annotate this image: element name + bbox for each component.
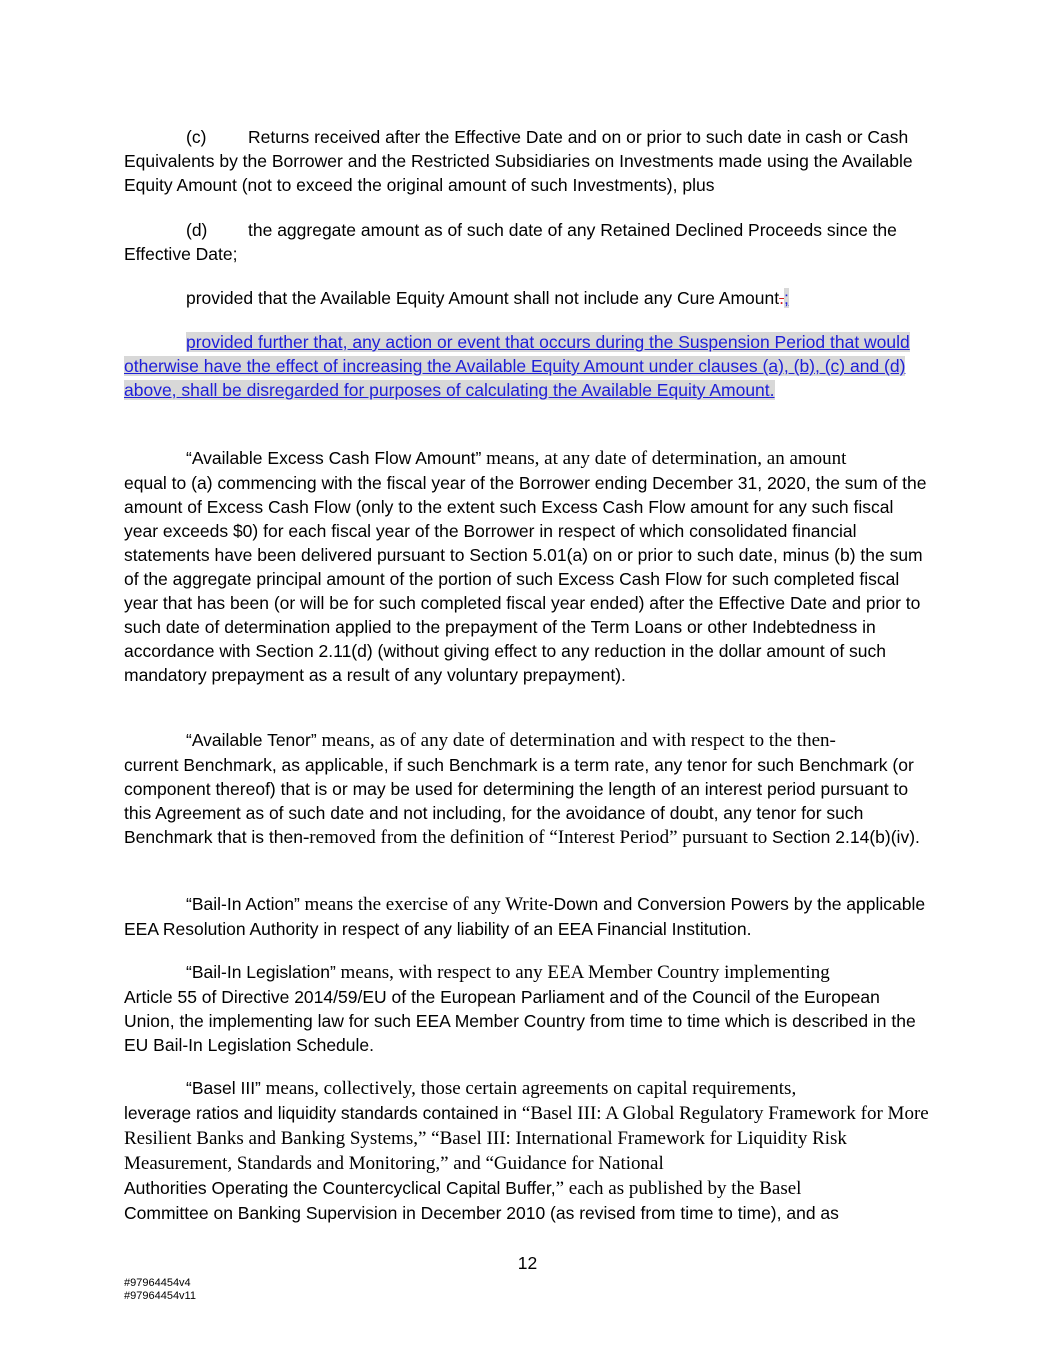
proviso-further-paragraph [124,330,932,402]
defined-term: “Bail-In Action” [186,894,300,914]
definition-bail-in-action [124,892,932,941]
defined-term: “Available Excess Cash Flow Amount” [186,448,482,468]
definition-serif-text: means, at any date of determination, an amount [481,448,847,469]
page-number: 12 [517,1253,538,1273]
proviso-paragraph [124,286,932,310]
clause-d-label: (d) [186,220,208,240]
proviso-text: provided that the Available Equity Amount shall not include any Cure Amount [186,288,780,308]
clause-c-label: (c) [186,127,207,147]
definition-bail-in-legislation [124,960,932,1057]
definition-serif-text: means, collectively, those certain agreements on capital requirements, [260,1078,797,1099]
definition-available-excess-cash-flow [124,446,932,687]
definition-serif-text: means, as of any date of determination and with respect to the then- [316,730,836,751]
definition-body-c: Committee on Banking Supervision in December 2010 (as revised from time to time), and as [124,1203,839,1223]
clause-c-text: Returns received after the Effective Date and on or prior to such date in cash or Cash Equivalents by the Borrower and the Restricted Subsidiaries on Investments made using the Available Equity Amount (not to exceed the original amount of such Investments), plus [124,127,913,195]
definition-body: -Down and Conversion Powers by the applicable EEA Resolution Authority in respect of any liability of an EEA Financial Institution. [124,894,926,939]
deleted-mark: . [779,288,784,308]
proviso-further-text: provided further that, any action or event that occurs during the Suspension Period that would otherwise have the effect of increasing the Available Equity Amount under clauses (a), (b), (c) and (d) above, shall be disregarded for purposes of calculating the Available Equity Amount. [124,332,910,400]
defined-term: “Available Tenor” [186,730,317,750]
definition-body-b: Authorities Operating the Countercyclical Capital Buffer, [124,1178,556,1198]
doc-id-2: #97964454v11 [124,1290,196,1302]
clause-c [124,125,932,197]
clause-d-text: the aggregate amount as of such date of any Retained Declined Proceeds since the Effective Date; [124,220,897,264]
doc-id-1: #97964454v4 [124,1277,191,1289]
defined-term: “Basel III” [186,1078,261,1098]
definition-tail: Section 2.14(b)(iv). [772,827,920,847]
defined-term: “Bail-In Legislation” [186,962,336,982]
definition-body: leverage ratios and liquidity standards contained in [124,1103,522,1123]
definition-available-tenor [124,728,932,850]
definition-serif-end: ” each as published by the Basel [555,1178,802,1199]
definition-body: Article 55 of Directive 2014/59/EU of the European Parliament and of the Council of the European Union, the implementing law for such EEA Member Country from time to time which is described in the EU Bail-In Legislation Schedule. [124,987,916,1055]
definition-serif-text: means, with respect to any EEA Member Country implementing [335,962,830,983]
definition-serif-mid: “Basel III: A Global Regulatory Framework for More Resilient Banks and Banking Systems,” “Basel III: International Framework for Liquidity Risk Measurement, Standards and Monitoring,” and “Guidance for National [124,1103,929,1174]
clause-d [124,218,932,266]
definition-body: current Benchmark, as applicable, if such Benchmark is a term rate, any tenor for such Benchmark (or component thereof) that is or may be used for determining the length of an interest period pursuant to this Agreement as of such date and not including, for the avoidance of doubt, any tenor for such Benchmark that is then [124,755,914,847]
definition-serif-text: means the exercise of any Write [299,894,548,915]
definition-basel-iii [124,1076,932,1225]
definition-body: equal to (a) commencing with the fiscal year of the Borrower ending December 31, 2020, the sum of the amount of Excess Cash Flow (only to the extent such Excess Cash Flow amount for any such fiscal year exceeds $0) for each fiscal year of the Borrower in respect of which consolidated financial statements have been delivered pursuant to Section 5.01(a) on or prior to such date, minus (b) the sum of the aggregate principal amount of the portion of such Excess Cash Flow for such completed fiscal year that has been (or will be for such completed fiscal year ended) after the Effective Date and prior to such date of determination applied to the prepayment of the Term Loans or other Indebtedness in accordance with Section 2.11(d) (without giving effect to any reduction in the dollar amount of such mandatory prepayment as a result of any voluntary prepayment). [124,473,927,685]
definition-serif-tail: -removed from the definition of “Interest Period” pursuant to [302,827,773,848]
inserted-mark: ; [784,288,789,308]
